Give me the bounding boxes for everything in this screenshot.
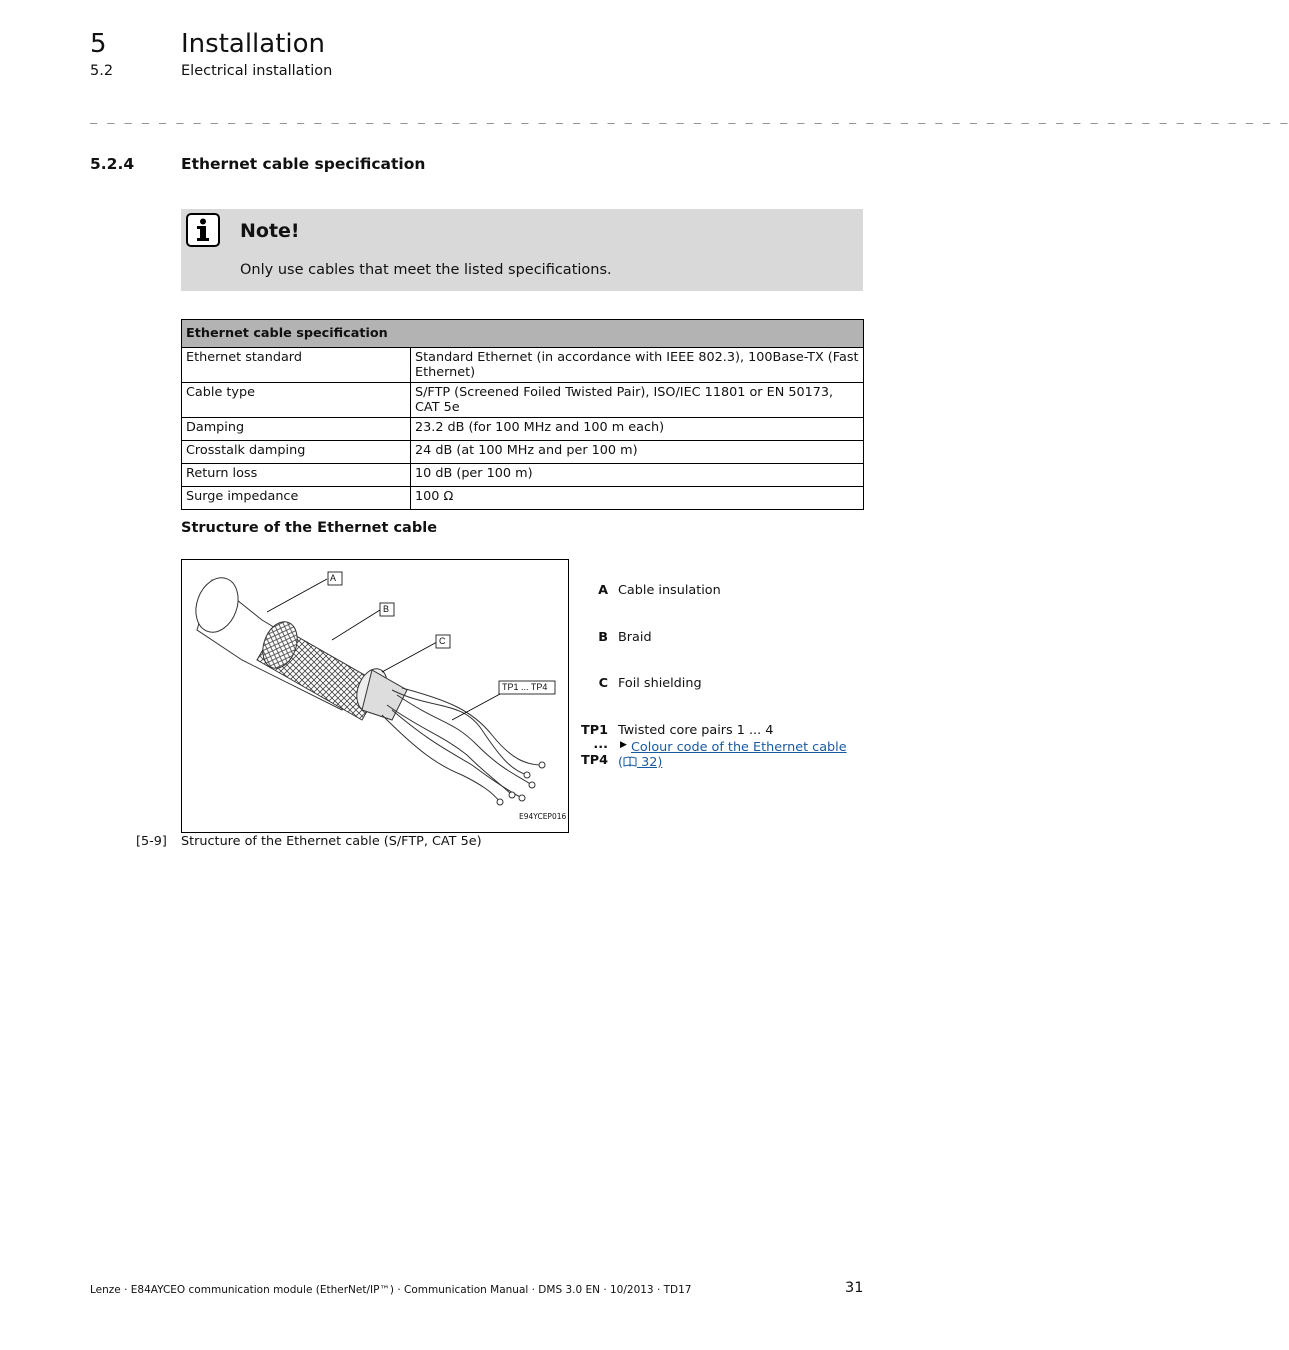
legend-key-ellipsis: ...	[593, 737, 608, 752]
legend-key-b: B	[598, 630, 608, 645]
figure-code: E94YCEP016	[519, 812, 567, 821]
page-ref-open: (	[618, 755, 623, 770]
figure-label-tp: TP1 ... TP4	[502, 682, 548, 692]
figure-label-a: A	[330, 573, 337, 583]
table-cell-value: S/FTP (Screened Foiled Twisted Pair), ISO/IEC 11801 or EN 50173, CAT 5e	[411, 383, 864, 418]
table-cell-value: 23.2 dB (for 100 MHz and 100 m each)	[411, 418, 864, 441]
link-arrow-icon: ▶	[620, 740, 627, 750]
spec-table	[181, 319, 864, 510]
figure-label-c: C	[439, 636, 446, 646]
subsection-number: 5.2.4	[90, 155, 135, 173]
table-cell-label: Damping	[182, 418, 411, 441]
legend-key-tp1: TP1	[580, 723, 608, 738]
table-cell-label: Return loss	[182, 464, 411, 487]
note-title: Note!	[240, 220, 300, 242]
page-number: 31	[845, 1280, 864, 1296]
figure-caption-number: [5-9]	[136, 834, 167, 849]
cable-illustration	[182, 560, 568, 832]
legend-key-tp4: TP4	[580, 753, 608, 768]
table-row	[182, 487, 864, 510]
footer-text: Lenze · E84AYCEO communication module (EtherNet/IP™) · Communication Manual · DMS 3.0 EN · 10/2013 · TD17	[90, 1284, 692, 1296]
figure-caption-text: Structure of the Ethernet cable (S/FTP, CAT 5e)	[181, 834, 482, 849]
figure-label-b: B	[383, 604, 390, 614]
table-row	[182, 348, 864, 383]
table-row	[182, 418, 864, 441]
chapter-number: 5	[90, 29, 107, 59]
note-text: Only use cables that meet the listed specifications.	[240, 262, 612, 278]
info-icon	[186, 213, 220, 247]
book-icon	[623, 756, 637, 771]
table-cell-value: 10 dB (per 100 m)	[411, 464, 864, 487]
structure-heading: Structure of the Ethernet cable	[181, 520, 438, 536]
cable-figure	[181, 559, 569, 833]
subsection-title: Ethernet cable specification	[181, 155, 426, 173]
table-cell-label: Ethernet standard	[182, 348, 411, 383]
page-ref[interactable]	[618, 755, 662, 771]
legend-text-a: Cable insulation	[618, 583, 721, 598]
colour-code-link[interactable]: Colour code of the Ethernet cable	[631, 740, 847, 755]
legend-text-tp: Twisted core pairs 1 ... 4	[618, 723, 774, 738]
table-row	[182, 383, 864, 418]
table-cell-label: Surge impedance	[182, 487, 411, 510]
table-cell-value: Standard Ethernet (in accordance with IEEE 802.3), 100Base-TX (Fast Ethernet)	[411, 348, 864, 383]
legend-text-c: Foil shielding	[618, 676, 702, 691]
legend-key-c: C	[598, 676, 608, 691]
table-cell-label: Crosstalk damping	[182, 441, 411, 464]
page-ref-number: 32)	[637, 755, 663, 770]
table-row	[182, 464, 864, 487]
dashed-rule: _ _ _ _ _ _ _ _ _ _ _ _ _ _ _ _ _ _ _ _ _ _ _ _ _ _ _ _ _ _ _ _ _ _ _ _ _ _ _ _ _ _ _ _ _ _ _ _ _ _ _ _ _ _ _ _ _ _ _ _ _ _ _ _ _ _ _ _ _ _	[90, 110, 1289, 124]
legend-key-a: A	[598, 583, 608, 598]
section-number: 5.2	[90, 63, 114, 79]
spec-table-header: Ethernet cable specification	[182, 320, 864, 348]
section-title: Electrical installation	[181, 63, 333, 79]
table-cell-label: Cable type	[182, 383, 411, 418]
table-cell-value: 24 dB (at 100 MHz and per 100 m)	[411, 441, 864, 464]
legend-text-b: Braid	[618, 630, 652, 645]
chapter-title: Installation	[181, 29, 326, 59]
table-cell-value: 100 Ω	[411, 487, 864, 510]
table-row	[182, 441, 864, 464]
